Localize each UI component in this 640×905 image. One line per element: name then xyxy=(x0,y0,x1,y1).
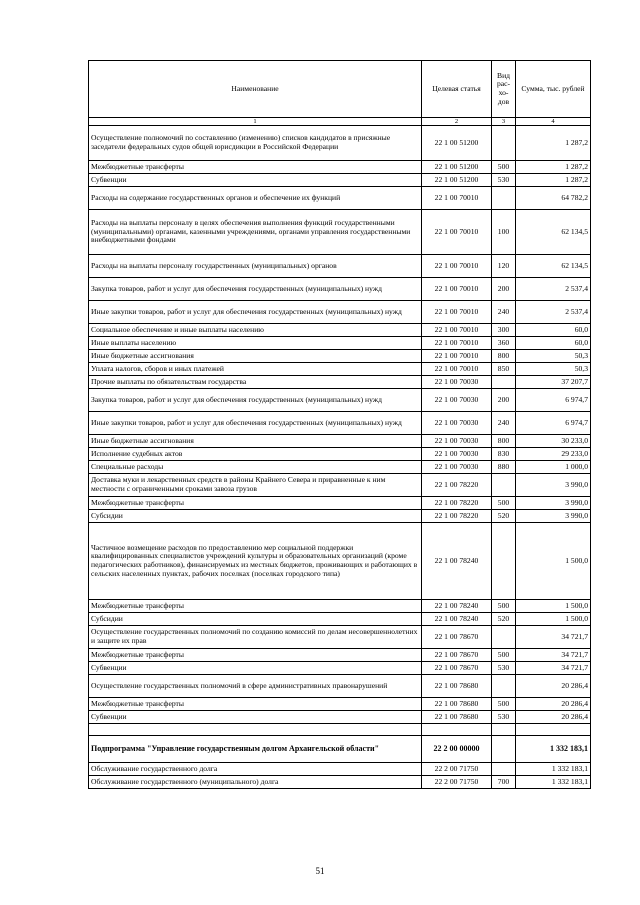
row-sum: 1 287,2 xyxy=(516,174,591,187)
row-name: Исполнение судебных актов xyxy=(89,448,422,461)
row-sum: 1 332 183,1 xyxy=(516,736,591,763)
table-row xyxy=(89,376,591,389)
row-name: Межбюджетные трансферты xyxy=(89,649,422,662)
row-code: 22 1 00 70010 xyxy=(422,324,492,337)
row-code: 22 1 00 78240 xyxy=(422,600,492,613)
row-name: Прочие выплаты по обязательствам государства xyxy=(89,376,422,389)
row-code: 22 1 00 70030 xyxy=(422,435,492,448)
row-vid: 520 xyxy=(492,510,516,523)
row-code: 22 1 00 70030 xyxy=(422,389,492,412)
row-name: Осуществление государственных полномочий по созданию комиссий по делам несовершеннолетних и защите их прав xyxy=(89,626,422,649)
row-name: Межбюджетные трансферты xyxy=(89,698,422,711)
row-code: 22 1 00 70010 xyxy=(422,301,492,324)
row-code: 22 1 00 70030 xyxy=(422,448,492,461)
table-row xyxy=(89,278,591,301)
row-vid xyxy=(492,675,516,698)
row-sum: 3 990,0 xyxy=(516,497,591,510)
spacer-cell xyxy=(492,724,516,736)
table-row xyxy=(89,461,591,474)
row-vid: 500 xyxy=(492,649,516,662)
row-code: 22 1 00 51200 xyxy=(422,161,492,174)
row-vid: 850 xyxy=(492,363,516,376)
row-code: 22 1 00 78680 xyxy=(422,711,492,724)
row-sum: 1 000,0 xyxy=(516,461,591,474)
table-row xyxy=(89,763,591,776)
row-sum: 1 500,0 xyxy=(516,600,591,613)
table-row xyxy=(89,187,591,210)
row-vid: 700 xyxy=(492,776,516,789)
row-code: 22 1 00 78670 xyxy=(422,662,492,675)
row-vid xyxy=(492,376,516,389)
table-row xyxy=(89,662,591,675)
row-name: Осуществление государственных полномочий в сфере административных правонарушений xyxy=(89,675,422,698)
row-vid: 520 xyxy=(492,613,516,626)
row-sum: 1 500,0 xyxy=(516,613,591,626)
row-code: 22 1 00 78240 xyxy=(422,523,492,600)
row-code: 22 1 00 70010 xyxy=(422,255,492,278)
row-sum: 62 134,5 xyxy=(516,210,591,255)
row-sum: 50,3 xyxy=(516,363,591,376)
col-number: 1 xyxy=(89,118,422,126)
table-row xyxy=(89,337,591,350)
col-number: 3 xyxy=(492,118,516,126)
row-name: Межбюджетные трансферты xyxy=(89,600,422,613)
table-row xyxy=(89,711,591,724)
row-vid: 500 xyxy=(492,497,516,510)
row-name: Субсидии xyxy=(89,613,422,626)
row-sum: 1 332 183,1 xyxy=(516,763,591,776)
table-row xyxy=(89,363,591,376)
table-row xyxy=(89,324,591,337)
row-name: Специальные расходы xyxy=(89,461,422,474)
row-vid: 500 xyxy=(492,161,516,174)
row-sum: 20 286,4 xyxy=(516,675,591,698)
table-row xyxy=(89,126,591,161)
row-sum: 1 332 183,1 xyxy=(516,776,591,789)
row-name: Закупка товаров, работ и услуг для обеспечения государственных (муниципальных) нужд xyxy=(89,389,422,412)
row-vid xyxy=(492,187,516,210)
row-name: Подпрограмма "Управление государственным долгом Архангельской области" xyxy=(89,736,422,763)
row-name: Субсидии xyxy=(89,510,422,523)
row-code: 22 1 00 78670 xyxy=(422,626,492,649)
row-code: 22 2 00 71750 xyxy=(422,776,492,789)
row-code: 22 1 00 70010 xyxy=(422,363,492,376)
row-name: Социальное обеспечение и иные выплаты населению xyxy=(89,324,422,337)
row-name: Доставка муки и лекарственных средств в районы Крайнего Севера и приравненные к ним местности с ограниченными сроками завоза грузов xyxy=(89,474,422,497)
header-vid: Вид рас-хо-дов xyxy=(492,61,516,118)
table-row xyxy=(89,698,591,711)
row-vid: 120 xyxy=(492,255,516,278)
row-code: 22 1 00 70010 xyxy=(422,337,492,350)
row-vid: 880 xyxy=(492,461,516,474)
row-sum: 6 974,7 xyxy=(516,389,591,412)
row-sum: 37 207,7 xyxy=(516,376,591,389)
row-name: Субвенции xyxy=(89,711,422,724)
row-name: Обслуживание государственного долга xyxy=(89,763,422,776)
table-row xyxy=(89,600,591,613)
row-code: 22 1 00 70010 xyxy=(422,210,492,255)
row-sum: 6 974,7 xyxy=(516,412,591,435)
spacer-cell xyxy=(422,724,492,736)
row-sum: 64 782,2 xyxy=(516,187,591,210)
row-sum: 2 537,4 xyxy=(516,301,591,324)
row-vid: 530 xyxy=(492,711,516,724)
row-name: Субвенции xyxy=(89,662,422,675)
col-number: 2 xyxy=(422,118,492,126)
table-row xyxy=(89,448,591,461)
spacer-cell xyxy=(516,724,591,736)
row-sum: 30 233,0 xyxy=(516,435,591,448)
row-vid: 200 xyxy=(492,278,516,301)
page-number: 51 xyxy=(315,866,325,876)
table-row xyxy=(89,523,591,600)
row-sum: 3 990,0 xyxy=(516,474,591,497)
row-code: 22 1 00 78670 xyxy=(422,649,492,662)
row-name: Частичное возмещение расходов по предоставлению мер социальной поддержки квалифицированных специалистов учреждений культуры и образовательных организаций (кроме педагогических работников), финансируемых из местных бюджетов, проживающих и работающих в сельских населенных пунктах, рабочих поселках (поселках городского типа) xyxy=(89,523,422,600)
row-name: Межбюджетные трансферты xyxy=(89,497,422,510)
row-name: Расходы на содержание государственных органов и обеспечение их функций xyxy=(89,187,422,210)
table-row xyxy=(89,675,591,698)
row-vid: 800 xyxy=(492,435,516,448)
row-name: Иные бюджетные ассигнования xyxy=(89,350,422,363)
table-row xyxy=(89,412,591,435)
header-sum: Сумма, тыс. рублей xyxy=(516,61,591,118)
table-row xyxy=(89,435,591,448)
row-code: 22 1 00 78220 xyxy=(422,497,492,510)
table-body xyxy=(89,126,591,789)
table-header-row xyxy=(89,61,591,118)
row-name: Иные закупки товаров, работ и услуг для обеспечения государственных (муниципальных) нужд xyxy=(89,301,422,324)
row-sum: 2 537,4 xyxy=(516,278,591,301)
row-code: 22 1 00 70010 xyxy=(422,278,492,301)
table-row xyxy=(89,626,591,649)
row-name: Обслуживание государственного (муниципального) долга xyxy=(89,776,422,789)
row-vid xyxy=(492,474,516,497)
row-code: 22 2 00 71750 xyxy=(422,763,492,776)
row-vid: 500 xyxy=(492,698,516,711)
spacer-row xyxy=(89,724,591,736)
spacer-cell xyxy=(89,724,422,736)
row-code: 22 1 00 78220 xyxy=(422,474,492,497)
row-sum: 34 721,7 xyxy=(516,662,591,675)
row-code: 22 1 00 70010 xyxy=(422,350,492,363)
row-name: Уплата налогов, сборов и иных платежей xyxy=(89,363,422,376)
row-vid: 240 xyxy=(492,412,516,435)
table-row xyxy=(89,350,591,363)
row-name: Иные выплаты населению xyxy=(89,337,422,350)
table-row xyxy=(89,255,591,278)
row-code: 22 1 00 51200 xyxy=(422,126,492,161)
row-vid: 500 xyxy=(492,600,516,613)
table-row xyxy=(89,776,591,789)
row-code: 22 1 00 78240 xyxy=(422,613,492,626)
row-sum: 50,3 xyxy=(516,350,591,363)
row-name: Закупка товаров, работ и услуг для обеспечения государственных (муниципальных) нужд xyxy=(89,278,422,301)
row-vid: 300 xyxy=(492,324,516,337)
row-code: 22 1 00 51200 xyxy=(422,174,492,187)
row-code: 22 1 00 78680 xyxy=(422,675,492,698)
row-vid: 200 xyxy=(492,389,516,412)
row-name: Иные бюджетные ассигнования xyxy=(89,435,422,448)
row-code: 22 1 00 78220 xyxy=(422,510,492,523)
row-vid: 800 xyxy=(492,350,516,363)
row-vid: 100 xyxy=(492,210,516,255)
row-sum: 20 286,4 xyxy=(516,698,591,711)
row-sum: 1 287,2 xyxy=(516,126,591,161)
row-code: 22 2 00 00000 xyxy=(422,736,492,763)
table-row xyxy=(89,613,591,626)
row-sum: 34 721,7 xyxy=(516,626,591,649)
row-vid xyxy=(492,626,516,649)
row-sum: 1 287,2 xyxy=(516,161,591,174)
table-row xyxy=(89,389,591,412)
table-row xyxy=(89,301,591,324)
column-numbers-row xyxy=(89,118,591,126)
header-name: Наименование xyxy=(89,61,422,118)
row-code: 22 1 00 70030 xyxy=(422,376,492,389)
row-name: Межбюджетные трансферты xyxy=(89,161,422,174)
row-vid xyxy=(492,736,516,763)
row-name: Субвенции xyxy=(89,174,422,187)
row-vid: 360 xyxy=(492,337,516,350)
row-name: Осуществление полномочий по составлению (изменению) списков кандидатов в присяжные заседатели федеральных судов общей юрисдикции в Российской Федерации xyxy=(89,126,422,161)
row-sum: 60,0 xyxy=(516,324,591,337)
row-sum: 62 134,5 xyxy=(516,255,591,278)
table-row xyxy=(89,736,591,763)
row-sum: 29 233,0 xyxy=(516,448,591,461)
row-vid xyxy=(492,126,516,161)
row-vid: 530 xyxy=(492,174,516,187)
table-row xyxy=(89,210,591,255)
col-number: 4 xyxy=(516,118,591,126)
row-vid: 530 xyxy=(492,662,516,675)
row-vid: 830 xyxy=(492,448,516,461)
row-sum: 34 721,7 xyxy=(516,649,591,662)
row-sum: 20 286,4 xyxy=(516,711,591,724)
budget-table xyxy=(88,60,591,789)
row-code: 22 1 00 78680 xyxy=(422,698,492,711)
table-row xyxy=(89,510,591,523)
row-sum: 60,0 xyxy=(516,337,591,350)
row-code: 22 1 00 70010 xyxy=(422,187,492,210)
table-row xyxy=(89,474,591,497)
table-row xyxy=(89,497,591,510)
row-name: Иные закупки товаров, работ и услуг для обеспечения государственных (муниципальных) нужд xyxy=(89,412,422,435)
row-code: 22 1 00 70030 xyxy=(422,412,492,435)
row-name: Расходы на выплаты персоналу в целях обеспечения выполнения функций государственными (муниципальными) органами, казенными учреждениями, органами управления государственными внебюджетными фондами xyxy=(89,210,422,255)
table-row xyxy=(89,161,591,174)
table-row xyxy=(89,174,591,187)
row-vid: 240 xyxy=(492,301,516,324)
row-name: Расходы на выплаты персоналу государственных (муниципальных) органов xyxy=(89,255,422,278)
header-code: Целевая статья xyxy=(422,61,492,118)
row-code: 22 1 00 70030 xyxy=(422,461,492,474)
row-sum: 3 990,0 xyxy=(516,510,591,523)
row-sum: 1 500,0 xyxy=(516,523,591,600)
table-row xyxy=(89,649,591,662)
row-vid xyxy=(492,523,516,600)
row-vid xyxy=(492,763,516,776)
